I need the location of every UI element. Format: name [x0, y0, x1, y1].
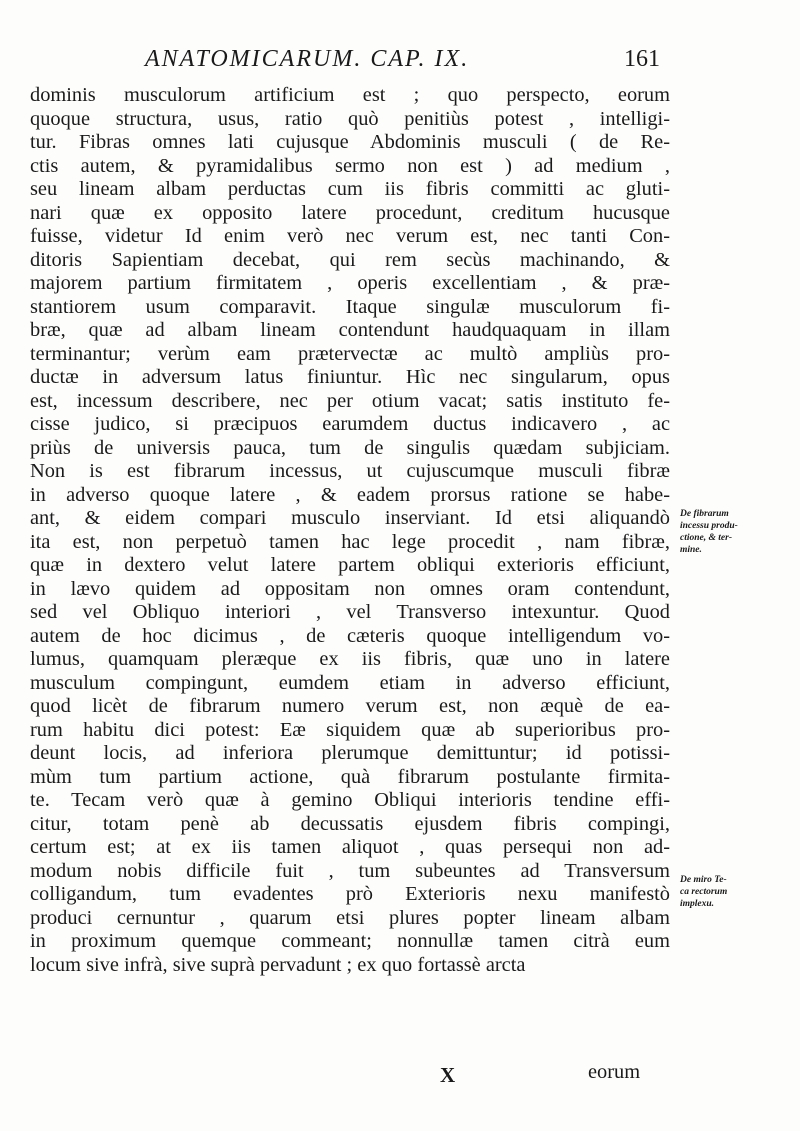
text-line: sed vel Obliquo interiori , vel Transverso intexuntur. Quod	[30, 601, 670, 623]
text-line: ditoris Sapientiam decebat, qui rem secùs machinando, &	[30, 248, 670, 271]
text-line: priùs de universis pauca, tum de singulis quædam subjiciam.	[30, 436, 670, 459]
text-line: lumus, quamquam pleræque ex iis fibris, quæ uno in latere	[30, 648, 670, 670]
margin-note-line: mine.	[680, 545, 702, 555]
text-line: ita est, non perpetuò tamen hac lege procedit , nam fibræ,	[30, 530, 670, 553]
text-line: in adverso quoque latere , & eadem prorsus ratione se habe-	[30, 483, 670, 506]
text-line: stantiorem usum comparavit. Itaque singulæ musculorum fi-	[30, 295, 670, 318]
margin-note-fibrarum	[680, 508, 738, 556]
text-line: colligandum, tum evadentes prò Exterioris nexu manifestò	[30, 883, 670, 905]
text-line: locum sive infrà, sive suprà pervadunt ; ex quo fortassè arcta	[30, 953, 526, 976]
text-line: deunt locis, ad inferiora plerumque demittuntur; id potissi-	[30, 742, 670, 764]
text-line: certum est; at ex iis tamen aliquot , quas persequi non ad-	[30, 836, 670, 858]
text-line: in lævo quidem ad oppositam non omnes oram contendunt,	[30, 577, 670, 600]
text-line: produci cernuntur , quarum etsi plures popter lineam albam	[30, 906, 670, 929]
text-line: tur. Fibras omnes lati cujusque Abdominis musculi ( de Re-	[30, 131, 670, 153]
text-line: nari quæ ex opposito latere procedunt, creditum hucusque	[30, 201, 670, 224]
text-line: ctis autem, & pyramidalibus sermo non est ) ad medium ,	[30, 154, 670, 177]
catchword: eorum	[588, 1061, 641, 1083]
margin-note-line: incessu produ-	[680, 521, 738, 531]
text-line: terminantur; verùm eam prætervectæ ac multò ampliùs pro-	[30, 342, 670, 365]
running-title: ANATOMICARUM. CAP. IX.	[145, 46, 470, 72]
margin-note-line: implexu.	[680, 899, 715, 909]
page-number: 161	[624, 46, 660, 72]
margin-note-line: De miro Te-	[680, 875, 727, 885]
running-head	[40, 46, 660, 82]
text-line: ant, & eidem compari musculo inserviant. Id etsi aliquandò	[30, 507, 670, 529]
text-line: mùm tum partium actione, quà fibrarum postulante firmita-	[30, 765, 670, 788]
text-line: quod licèt de fibrarum numero verum est, non æquè de ea-	[30, 695, 670, 717]
margin-note-line: ctione, & ter-	[680, 533, 732, 543]
text-line: te. Tecam verò quæ à gemino Obliqui interioris tendine effi-	[30, 789, 670, 811]
text-line: rum habitu dici potest: Eæ siquidem quæ ab superioribus pro-	[30, 718, 670, 741]
text-line: citur, totam penè ab decussatis ejusdem fibris compingi,	[30, 812, 670, 835]
text-line: musculum compingunt, eumdem etiam in adverso efficiunt,	[30, 671, 670, 694]
text-line: dominis musculorum artificium est ; quo perspecto, eorum	[30, 84, 670, 106]
text-line: ductæ in adversum latus finiuntur. Hìc nec singularum, opus	[30, 366, 670, 388]
text-line: modum nobis difficile fuit , tum subeuntes ad Transversum	[30, 859, 670, 882]
text-line: quoque structura, usus, ratio quò penitiùs potest , intelligi-	[30, 107, 670, 130]
text-line: autem de hoc dicimus , de cæteris quoque intelligendum vo-	[30, 624, 670, 647]
text-line: cisse judico, si præcipuos earumdem ductus indicavero , ac	[30, 413, 670, 435]
margin-note-line: De fibrarum	[680, 509, 729, 519]
text-line: majorem partium firmitatem , operis excellentiam , & præ-	[30, 272, 670, 294]
body-text	[30, 84, 670, 977]
margin-note-teca	[680, 874, 727, 910]
text-line: seu lineam albam perductas cum iis fibris committi ac gluti-	[30, 178, 670, 200]
text-line: bræ, quæ ad albam lineam contendunt haudquaquam in illam	[30, 319, 670, 341]
text-line: in proximum quemque commeant; nonnullæ tamen citrà eum	[30, 930, 670, 952]
text-line: Non is est fibrarum incessus, ut cujuscumque musculi fibræ	[30, 460, 670, 482]
text-line: quæ in dextero velut latere partem obliqui exterioris efficiunt,	[30, 554, 670, 576]
text-line: est, incessum describere, nec per otium vacat; satis instituto fe-	[30, 389, 670, 412]
text-line: fuisse, videtur Id enim verò nec verum est, nec tanti Con-	[30, 225, 670, 247]
margin-note-line: ca rectorum	[680, 887, 728, 897]
signature-mark: X	[440, 1063, 456, 1087]
